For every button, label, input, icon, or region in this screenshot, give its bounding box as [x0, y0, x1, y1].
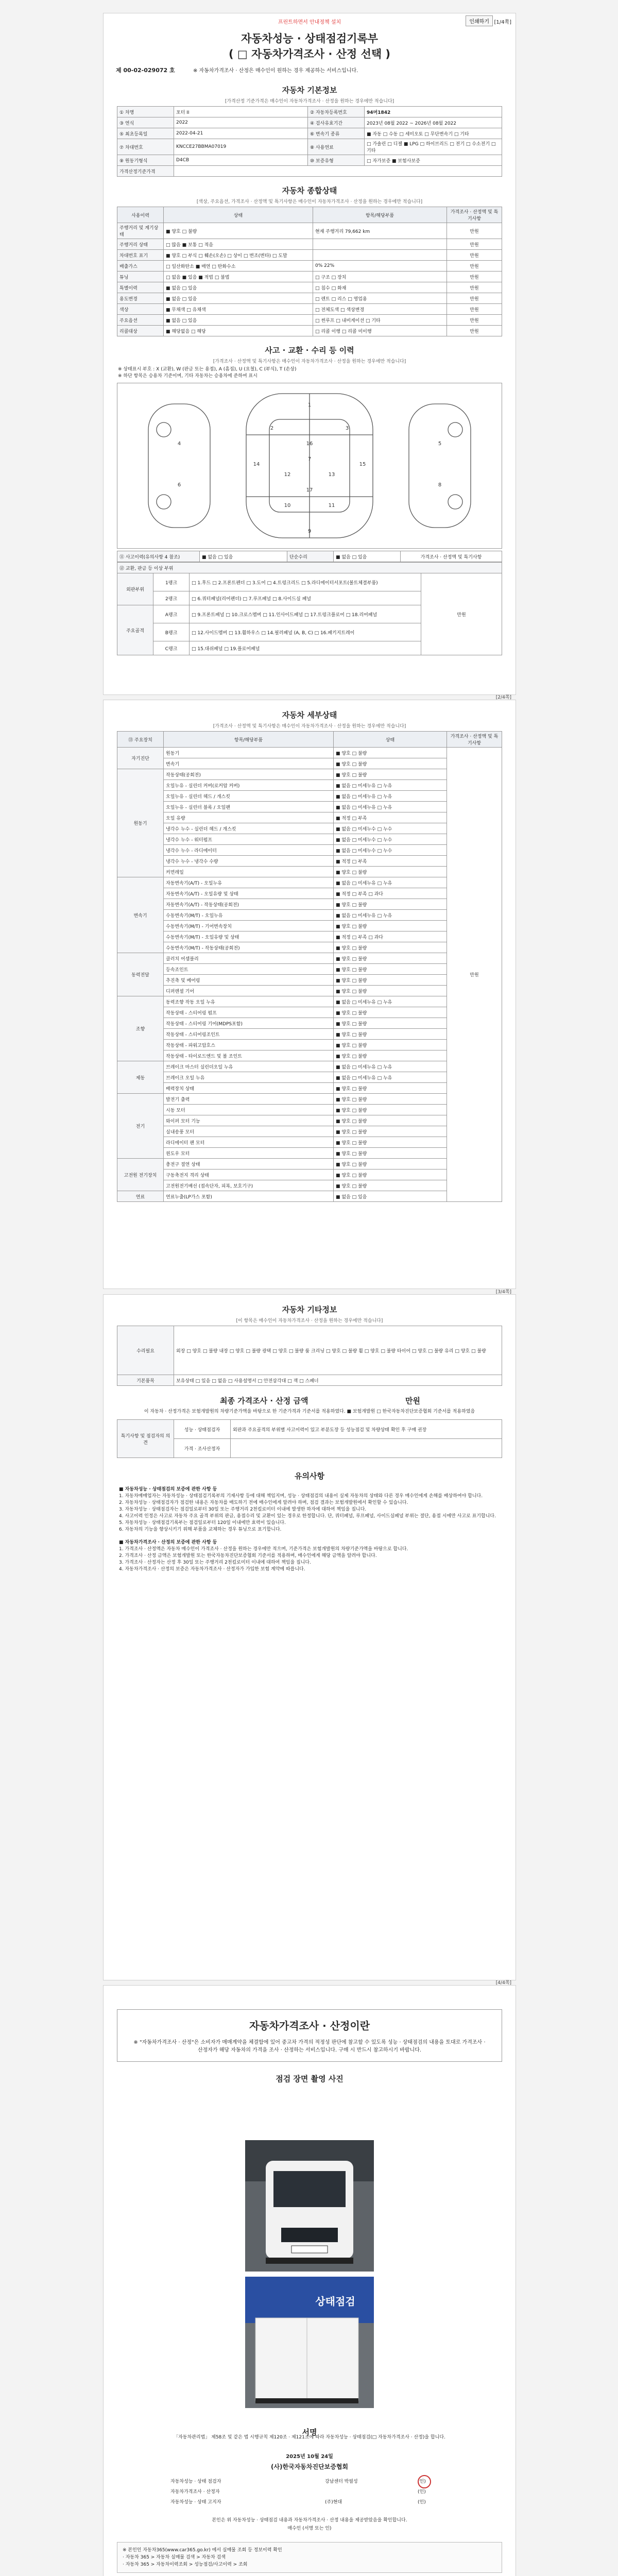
- detail-item: 자동변속기(A/T) - 작동상태(공회전): [164, 899, 334, 910]
- signature-org: (사)한국자동차진단보증협회: [270, 2463, 349, 2470]
- truck-front-image: [245, 2140, 374, 2272]
- table-row: 주요골격 A랭크 □ 9.프론트패널 □ 10.크로스멤버 □ 11.인사이드패널 □ 17.트렁크플로어 □ 18.리어패널: [117, 605, 502, 623]
- detail-status: ■ 양호 □ 불량: [334, 942, 447, 953]
- table-row: B랭크 □ 12.사이드멤버 □ 13.휠하우스 □ 14.필러패널 (A, B, C) □ 16.패키지트레이: [117, 623, 502, 641]
- detail-item: 원동기: [164, 748, 334, 758]
- table-row: [117, 1094, 502, 1105]
- part-label: 8: [438, 482, 442, 488]
- car-diagram: [117, 383, 502, 549]
- detail-item: 브레이크 오일 누유: [164, 1072, 334, 1083]
- table-row: 주요옵션 ■ 없음 □ 있음 □ 썬루프 □ 내비게이션 □ 기타 만원: [117, 315, 502, 326]
- detail-item: 냉각수 누수 - 실린더 헤드 / 개스킷: [164, 823, 334, 834]
- service-text: ※ "자동차가격조사 · 산정"은 소비자가 매매계약을 체결함에 있어 중고차 가격의 적정성 판단에 참고할 수 있도록 성능 · 상태점검의 내용을 토대로 가격조사 · 산정자가 해당 자동차의 가격을 조사 · 산정하는 서비스입니다. 구매 시 반드시 참고하시기 바랍니다.: [133, 2040, 486, 2053]
- print-button[interactable]: 인쇄하기: [466, 15, 493, 26]
- table-row: ⑪ 사고이력(유의사항 4 참조) ■ 없음 □ 있음 단순수리 ■ 없음 □ 있음 가격조사 · 산정액 및 특기사항: [117, 551, 502, 562]
- detail-item: 작동상태(공회전): [164, 769, 334, 780]
- table-row: [117, 888, 502, 899]
- table-row: [117, 1050, 502, 1061]
- table-row: 특별이력 ■ 없음 □ 있음 □ 침수 □ 화재 만원: [117, 282, 502, 293]
- sign-text: 상태점검: [315, 2295, 355, 2308]
- final-price-unit: 만원: [405, 1396, 420, 1405]
- caution-item: 4. 자동차가격조사 · 산정의 보증은 자동차가격조사 · 산정자가 가입한 보험 계약에 따릅니다.: [119, 1567, 305, 1572]
- receipt-text: 본인은 위 자동차성능 · 상태점검 내용과 자동차가격조사 · 산정 내용을 제공받았음을 확인합니다.: [212, 2518, 407, 2523]
- table-row: 주행거리 상태 □ 많음 ■ 보통 □ 적음 만원: [117, 239, 502, 250]
- table-row: [117, 780, 502, 791]
- detail-item: 발전기 출력: [164, 1094, 334, 1105]
- detail-status: ■ 양호 □ 불량: [334, 1029, 447, 1040]
- table-row: 외판부위 1랭크 □ 1.후드 □ 2.프론트펜더 □ 3.도어 □ 4.트렁크리드 □ 5.라디에이터서포트(볼트체결부품) 만원: [117, 573, 502, 591]
- part-label: 11: [328, 503, 335, 509]
- detail-status: ■ 양호 □ 불량: [334, 975, 447, 986]
- detail-item: 작동상태 - 스티어링조인트: [164, 1029, 334, 1040]
- table-row: [117, 899, 502, 910]
- table-row: [117, 769, 502, 780]
- signer-list: [170, 2478, 449, 2509]
- detail-item: 작동상태 - 파워고압호스: [164, 1040, 334, 1050]
- summary-table: 사용이력 상태 항목/해당부품 가격조사 · 산정액 및 특기사항 주행거리 및 계기상태 ■ 양호 □ 불량 현재 주행거리 79,662 km 만원 주행거리 상태 □ 많음 ■ 보통 □ 적음 만원 차대번호 표기 ■ 양호 □ 부식 □ 훼손(오손) □ 상이 □ 변조(변타) □ 도말 만원 배출가스 □ 일산화탄소 ■ 매연 □ 탄화수소 0% 22% 만원 튜닝 □ 없음 ■ 있음 ■ 적법 □ 불법 □ 구조 □ 장치 만원 특별이력 ■ 없음 □ 있음 □ 침수 □ 화재 만원 용도변경 ■ 없음 □ 있음 □ 렌트 □ 리스 □ 영업용 만원 색상 ■ 무채색 □ 유채색 □ 전체도색 □ 색상변경 만원 주요옵션 ■ 없음 □ 있음 □ 썬루프 □ 내비게이션 □ 기타 만원 리콜대상 ■ 해당없음 □ 해당 □ 리콜 이행 □ 리콜 미이행 만원: [117, 207, 502, 336]
- part-label: 9: [307, 529, 312, 534]
- detail-status: ■ 양호 □ 불량: [334, 758, 447, 769]
- detail-status: ■ 적정 □ 부족: [334, 856, 447, 867]
- detail-item: 와이퍼 모터 기능: [164, 1115, 334, 1126]
- table-row: [117, 1137, 502, 1148]
- detail-item: 작동상태 - 스티어링 기어(MDPS포함): [164, 1018, 334, 1029]
- table-row: [117, 986, 502, 996]
- detail-item: 수동변속기(M/T) - 오일누유: [164, 910, 334, 921]
- detail-item: 라디에이터 팬 모터: [164, 1137, 334, 1148]
- table-row: 주행거리 및 계기상태 ■ 양호 □ 불량 현재 주행거리 79,662 km 만원: [117, 223, 502, 239]
- detail-item: 클러치 어셈블리: [164, 953, 334, 964]
- table-row: [117, 931, 502, 942]
- part-label: 2: [270, 426, 274, 431]
- car-right-side-outline: [409, 404, 471, 528]
- table-row: [117, 867, 502, 877]
- detail-group: 변속기: [117, 877, 164, 953]
- detail-item: 배력장치 상태: [164, 1083, 334, 1094]
- detail-subtitle: [가격조사 · 산정액 및 특기사항은 매수인이 자동차가격조사 · 산정을 원하는 경우에만 적습니다]: [213, 724, 406, 729]
- table-row: 기본품목 보유상태 □ 있음 □ 없음 □ 사용설명서 □ 안전삼각대 □ 잭 □ 스패너: [117, 1375, 502, 1386]
- summary-subtitle: [색상, 주요옵션, 가격조사 · 산정액 및 특기사항은 매수인이 자동차가격조사 · 산정을 원하는 경우에만 적습니다]: [196, 199, 423, 205]
- table-row: ⑤ 최초등록일 2022-04-21 ⑥ 변속기 종류 ■ 자동 □ 수동 □ 세미오토 □ 무단변속기 □ 기타: [117, 128, 502, 139]
- page-2: [103, 695, 516, 1289]
- other-info-subtitle: [이 항목은 매수인이 자동차가격조사 · 산정을 원하는 경우에만 적습니다]: [236, 1318, 383, 1324]
- accident-parts-table: ⑫ 교환, 판금 등 이상 부위 외판부위 1랭크 □ 1.후드 □ 2.프론트펜더 □ 3.도어 □ 4.트렁크리드 □ 5.라디에이터서포트(볼트체결부품) 만원 2랭크 □ 6.쿼터패널(리어펜더) □ 7.루프패널 □ 8.사이드실 패널 주요골격 A랭크 □ 9.프론트패널 □ 10.크로스멤버 □ 11.인사이드패널 □ 17.트렁크플로어 □ 18.리어패널 B랭크 □ 12.사이드멤버 □ 13.휠하우스 □ 14.필러패널 (A, B, C) □ 16.패키지트레이 C랭크 □ 15.대쉬패널 □ 19.플로어패널: [117, 562, 502, 655]
- document-number-row: 제 00-02-029072 호 ※ 자동차가격조사 · 산정은 매수인이 원하는 경우 제공하는 서비스입니다.: [116, 67, 358, 74]
- detail-status: ■ 적정 □ 부족 □ 과다: [334, 888, 447, 899]
- detail-status: ■ 양호 □ 불량: [334, 1180, 447, 1191]
- part-label: 7: [307, 456, 312, 462]
- top-bar: [104, 13, 516, 27]
- document-number: 00-02-029072: [123, 67, 168, 74]
- detail-status: ■ 양호 □ 불량: [334, 1007, 447, 1018]
- detail-status: ■ 양호 □ 불량: [334, 921, 447, 931]
- caution-item: 1. 가격조사 · 산정액은 자동차 매수인이 가격조사 · 산정을 원하는 경우에만 적으며, 기준가격은 보험개발원의 차량기준가액을 바탕으로 합니다.: [119, 1547, 408, 1552]
- detail-item: 고전원전기배선 (접속단자, 피복, 보호기구): [164, 1180, 334, 1191]
- document-note: ※ 자동차가격조사 · 산정은 매수인이 원하는 경우 제공하는 서비스입니다.: [193, 68, 358, 74]
- detail-item: 연료누출(LP가스 포함): [164, 1191, 334, 1202]
- detail-item: 수동변속기(M/T) - 기어변속장치: [164, 921, 334, 931]
- detail-status: ■ 양호 □ 불량: [334, 1105, 447, 1115]
- basic-info-title: 자동차 기본정보: [282, 86, 337, 95]
- install-notice[interactable]: 프린트하면서 안내정책 설치: [278, 20, 341, 25]
- table-row: [117, 942, 502, 953]
- page-indicator: [4/4쪽]: [495, 1980, 511, 1986]
- detail-item: 수동변속기(M/T) - 작동상태(공회전): [164, 942, 334, 953]
- page-indicator: [1/4쪽]: [494, 20, 511, 25]
- other-info-title: 자동차 기타정보: [282, 1305, 337, 1314]
- detail-item: 자동변속기(A/T) - 오일유량 및 상태: [164, 888, 334, 899]
- detail-status: ■ 양호 □ 불량: [334, 1159, 447, 1170]
- footer-notice: ※ 본인인 자동차365(www.car365.go.kr) 에서 실매물 조회 등 정보이력 확인 · 자동차 365 > 자동차 실매물 검색 > 자동차 검색 · 자동차 365 > 자동차이력조회 > 성능점검/사고이력 > 조회: [117, 2542, 502, 2573]
- table-row: ⑨ 원동기형식 D4CB ⑩ 보증유형 □ 자가보증 ■ 보험사보증: [117, 155, 502, 166]
- detail-status: ■ 양호 □ 불량: [334, 986, 447, 996]
- detail-status: ■ 없음 □ 미세누유 □ 누유: [334, 996, 447, 1007]
- table-row: 리콜대상 ■ 해당없음 □ 해당 □ 리콜 이행 □ 리콜 미이행 만원: [117, 326, 502, 336]
- page-indicator: [3/4쪽]: [495, 1290, 511, 1295]
- caution-item: 3. 자동차성능 · 상태점검자는 점검일로부터 30일 또는 주행거리 2천킬로미터 이내에 발생한 하자에 대하여 책임을 집니다.: [119, 1507, 367, 1512]
- detail-status: ■ 양호 □ 불량: [334, 1115, 447, 1126]
- summary-title: 자동차 종합상태: [282, 186, 337, 195]
- detail-table: ⑬ 주요장치 항목/해당부품 상태 가격조사 · 산정액 및 특기사항 자기진단 원동기 ■ 양호 □ 불량 만원 변속기 ■ 양호 □ 불량 원동기 작동상태(공회전) ■ 양호 □ 불량 오일누유 - 실린더 커버(로커암 커버) ■ 없음 □ 미세누유 □ 누유 오일누유 - 실린더 헤드 / 개스킷 ■ 없음 □ 미세누유 □ 누유 오일누유 - 실린더 블록 / 오일팬 ■ 없음 □ 미세누유 □ 누유 오일 유량 ■ 적정 □ 부족 냉각수 누수 - 실린더 헤드 / 개스킷 ■ 없음 □ 미세누수 □ 누수 냉각수 누수 - 워터펌프 ■ 없음 □ 미세누수 □ 누수 냉각수 누수 - 라디에이터 ■ 없음 □ 미세누수 □ 누수 냉각수 누수 - 냉각수 수량 ■ 적정 □ 부족 커먼레일 ■ 양호 □ 불량 변속기 자동변속기(A/T) - 오일누유 ■ 없음 □ 미세누유 □ 누유 자동변속기(A/T) - 오일유량 및 상태 ■ 적정 □ 부족 □ 과다 자동변속기(A/T) - 작동상태(공회전) ■ 양호 □ 불량 수동변속기(M/T) - 오일누유 ■ 없음 □ 미세누유 □ 누유 수동변속기(M/T) - 기어변속장치 ■ 양호 □ 불량 수동변속기(M/T) - 오일유량 및 상태 ■ 적정 □ 부족 □ 과다 수동변속기(M/T) - 작동상태(공회전) ■ 양호 □ 불량 동력전달 클러치 어셈블리 ■ 양호 □ 불량 등속조인트 ■ 양호 □ 불량 추진축 및 베어링 ■ 양호 □ 불량 디퍼렌셜 기어 ■ 양호 □ 불량 조향 동력조향 작동 오일 누유 ■ 없음 □ 미세누유 □ 누유 작동상태 - 스티어링 펌프 ■ 양호 □ 불량 작동상태 - 스티어링 기어(MDPS포함) ■ 양호 □ 불량 작동상태 - 스티어링조인트 ■ 양호 □ 불량 작동상태 - 파워고압호스 ■ 양호 □ 불량 작동상태 - 타이로드엔드 및 볼 조인트 ■ 양호 □ 불량 제동 브레이크 마스터 실린더오일 누유 ■ 없음 □ 미세누유 □ 누유 브레이크 오일 누유 ■ 없음 □ 미세누유 □ 누유 배력장치 상태 ■ 양호 □ 불량 전기 발전기 출력 ■ 양호 □ 불량 시동 모터 ■ 양호 □ 불량 와이퍼 모터 기능 ■ 양호 □ 불량 실내송풍 모터 ■ 양호 □ 불량 라디에이터 팬 모터 ■ 양호 □ 불량 윈도우 모터 ■ 양호 □ 불량 고전원 전기장치 충전구 절연 상태 ■ 양호 □ 불량 구동축전지 격리 상태 ■ 양호 □ 불량 고전원전기배선 (접속단자, 피복, 보호기구) ■ 양호 □ 불량 연료 연료누출(LP가스 포함) ■ 없음 □ 있음: [117, 731, 502, 1202]
- part-label: 10: [284, 503, 291, 509]
- signature-title: 서명: [302, 2428, 317, 2437]
- table-row: [117, 975, 502, 986]
- table-row: [117, 1029, 502, 1040]
- table-row: 용도변경 ■ 없음 □ 있음 □ 렌트 □ 리스 □ 영업용 만원: [117, 293, 502, 304]
- detail-status: ■ 없음 □ 미세누유 □ 누유: [334, 780, 447, 791]
- accident-title: 사고 · 교환 · 수리 등 이력: [265, 346, 354, 355]
- legend-note: ※ 하단 항목은 승용차 기준이며, 기타 자동차는 승용차에 준하여 표시: [118, 374, 258, 379]
- table-row: [117, 1115, 502, 1126]
- detail-item: 시동 모터: [164, 1105, 334, 1115]
- part-label: 4: [177, 441, 181, 447]
- caution-item: 5. 자동차성능 · 상태점검기록부는 점검일로부터 120일 이내에만 효력이 있습니다.: [119, 1520, 286, 1526]
- table-row: 색상 ■ 무채색 □ 유채색 □ 전체도색 □ 색상변경 만원: [117, 304, 502, 315]
- car-left-side-outline: [148, 404, 210, 528]
- signer-row: 자동차성능 · 상태 점검자 강남센터 박필성 (인): [170, 2478, 449, 2488]
- caution-item: 2. 가격조사 · 산정 금액은 보험개발원 또는 한국자동차진단보증협회 기준서를 적용하며, 매수인에게 해당 금액을 알려야 합니다.: [119, 1553, 377, 1558]
- table-row: [117, 1105, 502, 1115]
- detail-status: ■ 적정 □ 부족: [334, 812, 447, 823]
- signature-legal: 「자동차관리법」 제58조 및 같은 법 시행규칙 제120조 · 제121조에 따라 자동차성능 · 상태점검(□ 자동차가격조사 · 산정)을 합니다.: [174, 2435, 445, 2440]
- table-row: [117, 834, 502, 845]
- detail-group: 조향: [117, 996, 164, 1061]
- caution-section-1: ■ 자동차성능 · 상태점검의 보증에 관한 사항 등: [119, 1487, 217, 1492]
- table-row: [117, 823, 502, 834]
- detail-status: ■ 양호 □ 불량: [334, 1040, 447, 1050]
- detail-item: 커먼레일: [164, 867, 334, 877]
- page-1: [103, 13, 516, 695]
- table-row: [117, 1007, 502, 1018]
- table-row: [117, 856, 502, 867]
- detail-item: 충전구 절연 상태: [164, 1159, 334, 1170]
- service-box: [117, 2009, 502, 2062]
- table-row: [117, 1159, 502, 1170]
- detail-item: 디퍼렌셜 기어: [164, 986, 334, 996]
- part-label: 12: [284, 472, 291, 478]
- final-price-row: [117, 1391, 502, 1409]
- table-row: [117, 1148, 502, 1159]
- table-row: [117, 791, 502, 802]
- detail-item: 냉각수 누수 - 라디에이터: [164, 845, 334, 856]
- part-label: 5: [438, 441, 442, 447]
- table-row: [117, 953, 502, 964]
- part-label: 15: [359, 462, 366, 467]
- detail-item: 자동변속기(A/T) - 오일누유: [164, 877, 334, 888]
- detail-status: ■ 양호 □ 불량: [334, 1126, 447, 1137]
- detail-group: 제동: [117, 1061, 164, 1094]
- price-remark: 이 자동차 · 산정가격은 보험개발원의 차량기준가액을 바탕으로 한 기준가격과 기준서를 적용하였다. ■ 보험개발원 □ 한국자동차진단보증협회 기준서를 적용하였음: [144, 1409, 475, 1414]
- table-row: [117, 758, 502, 769]
- table-row: [117, 1170, 502, 1180]
- detail-status: ■ 없음 □ 있음: [334, 1191, 447, 1202]
- detail-status: ■ 양호 □ 불량: [334, 899, 447, 910]
- detail-title: 자동차 세부상태: [282, 710, 337, 720]
- detail-item: 냉각수 누수 - 냉각수 수량: [164, 856, 334, 867]
- detail-status: ■ 없음 □ 미세누유 □ 누유: [334, 1072, 447, 1083]
- table-row: 수리필요 외장 □ 양호 □ 불량 내장 □ 양호 □ 불량 광택 □ 양호 □ 불량 룸 크리닝 □ 양호 □ 불량 휠 □ 양호 □ 불량 타이어 □ 양호 □ 불량 유리 □ 양호 □ 불량: [117, 1326, 502, 1375]
- table-row: [117, 1072, 502, 1083]
- detail-item: 오일누유 - 실린더 블록 / 오일팬: [164, 802, 334, 812]
- caution-item: 3. 가격조사 · 산정자는 산정 후 30일 또는 주행거리 2천킬로미터 이내에 대하여 책임을 집니다.: [119, 1560, 311, 1565]
- part-label: 17: [306, 487, 313, 493]
- caution-section-2: ■ 자동차가격조사 · 산정의 보증에 관한 사항 등: [119, 1540, 217, 1545]
- caution-item: 2. 자동차성능 · 상태점검자가 점검한 내용은 자동차를 매도하기 전에 매수인에게 알려야 하며, 점검 결과는 보험개발원에서 확인할 수 있습니다.: [119, 1500, 408, 1505]
- table-row: C랭크 □ 15.대쉬패널 □ 19.플로어패널: [117, 641, 502, 655]
- table-row: [117, 1083, 502, 1094]
- table-row: [117, 877, 502, 888]
- signer-place: 강남센터 박필성: [325, 2479, 358, 2484]
- table-row: [117, 1126, 502, 1137]
- detail-item: 오일누유 - 실린더 커버(로커암 커버): [164, 780, 334, 791]
- table-row: 배출가스 □ 일산화탄소 ■ 매연 □ 탄화수소 0% 22% 만원: [117, 261, 502, 272]
- table-row: [117, 1040, 502, 1050]
- table-row: 2랭크 □ 6.쿼터패널(리어펜더) □ 7.루프패널 □ 8.사이드실 패널: [117, 591, 502, 605]
- table-row: [117, 845, 502, 856]
- detail-status: ■ 없음 □ 미세누유 □ 누유: [334, 910, 447, 921]
- page-4: [103, 1980, 516, 2576]
- basic-info-subtitle: [가격산정 기준가격은 매수인이 자동차가격조사 · 산정을 원하는 경우에만 적습니다]: [225, 99, 394, 104]
- part-label: 16: [306, 441, 313, 447]
- receipt-sign: 매수인 (서명 또는 인): [287, 2526, 332, 2531]
- detail-status: ■ 양호 □ 불량: [334, 1050, 447, 1061]
- table-row: [117, 748, 502, 758]
- detail-status: ■ 적정 □ 부족 □ 과다: [334, 931, 447, 942]
- detail-status: ■ 양호 □ 불량: [334, 1083, 447, 1094]
- detail-status: ■ 양호 □ 불량: [334, 953, 447, 964]
- table-row: [117, 812, 502, 823]
- table-row: ① 차명 포터 II ② 자동차등록번호 94머1842: [117, 107, 502, 117]
- detail-group: 동력전달: [117, 953, 164, 996]
- detail-item: 오일누유 - 실린더 헤드 / 개스킷: [164, 791, 334, 802]
- detail-item: 등속조인트: [164, 964, 334, 975]
- signer-row: 자동차성능 · 상태 고지자 (주)현대 (인): [170, 2500, 426, 2505]
- table-row: [117, 802, 502, 812]
- table-row: [117, 1061, 502, 1072]
- legend-symbols: ※ 상태표시 부호 : X (교환), W (판금 또는 용접), A (흠집), U (요철), C (부식), T (손상): [118, 367, 297, 372]
- caution-title: 유의사항: [295, 1471, 324, 1481]
- inspection-photo-rear: [245, 2277, 374, 2408]
- detail-group: 전기: [117, 1094, 164, 1159]
- detail-status: ■ 없음 □ 미세누유 □ 누유: [334, 802, 447, 812]
- detail-group: 고전원 전기장치: [117, 1159, 164, 1191]
- detail-item: 윈도우 모터: [164, 1148, 334, 1159]
- table-row: [117, 910, 502, 921]
- basic-info-table: [117, 106, 502, 177]
- detail-item: 브레이크 마스터 실린더오일 누유: [164, 1061, 334, 1072]
- detail-status: ■ 양호 □ 불량: [334, 867, 447, 877]
- detail-group: 자기진단: [117, 748, 164, 769]
- detail-item: 동력조향 작동 오일 누유: [164, 996, 334, 1007]
- detail-item: 오일 유량: [164, 812, 334, 823]
- table-row: [117, 1191, 502, 1202]
- detail-item: 변속기: [164, 758, 334, 769]
- accident-subtitle: [가격조사 · 산정액 및 특기사항은 매수인이 자동차가격조사 · 산정을 원하는 경우에만 적습니다]: [213, 359, 406, 364]
- part-label: 3: [345, 426, 349, 431]
- table-row: 튜닝 □ 없음 ■ 있음 ■ 적법 □ 불법 □ 구조 □ 장치 만원: [117, 272, 502, 282]
- detail-status: ■ 양호 □ 불량: [334, 748, 447, 758]
- detail-group: 원동기: [117, 769, 164, 877]
- signer-row: 자동차가격조사 · 산정자 (인): [170, 2489, 426, 2495]
- document-title: 자동차성능 · 상태점검기록부 ( □ 자동차가격조사 · 산정 선택 ): [228, 32, 391, 60]
- photos-title: 점검 장면 촬영 사진: [276, 2074, 344, 2083]
- detail-status: ■ 없음 □ 미세누유 □ 누유: [334, 877, 447, 888]
- table-row: [117, 996, 502, 1007]
- table-row: 차대번호 표기 ■ 양호 □ 부식 □ 훼손(오손) □ 상이 □ 변조(변타) □ 도말 만원: [117, 250, 502, 261]
- part-label: 1: [307, 402, 312, 408]
- detail-item: 작동상태 - 스티어링 펌프: [164, 1007, 334, 1018]
- part-label: 13: [328, 472, 335, 478]
- table-row: ⑦ 차대번호 KNCCE27BBMA07019 ⑧ 사용연료 □ 가솔린 □ 디젤 ■ LPG □ 하이브리드 □ 전기 □ 수소전기 □ 기타: [117, 139, 502, 155]
- table-row: ③ 연식 2022 ④ 검사유효기간 2023년 08월 2022 ~ 2026년 08월 2022: [117, 117, 502, 128]
- truck-rear-image: [245, 2277, 374, 2408]
- detail-status: ■ 없음 □ 미세누유 □ 누유: [334, 791, 447, 802]
- detail-item: 실내송풍 모터: [164, 1126, 334, 1137]
- table-row: 가격 · 조사산정자: [117, 1439, 502, 1458]
- final-price-label: 최종 가격조사 · 산정 금액: [220, 1396, 308, 1405]
- table-row: [117, 1018, 502, 1029]
- table-row: 특기사항 및 점검자의 의견 성능 · 상태점검자 외판과 주요골격의 부위별 사고이력이 있고 부분도장 등 성능점검 및 차량상태 확인 후 구매 권장: [117, 1420, 502, 1439]
- page-indicator: [2/4쪽]: [495, 695, 511, 700]
- table-row: [117, 1180, 502, 1191]
- detail-item: 구동축전지 격리 상태: [164, 1170, 334, 1180]
- table-row: [117, 921, 502, 931]
- part-label: 14: [253, 462, 260, 467]
- caution-item: 1. 자동차매매업자는 자동차성능 · 상태점검기록부의 기재사항 등에 대해 책임지며, 성능 · 상태점검의 내용이 실제 자동차의 상태와 다른 경우 매수인에게 손해를 배상하여야 합니다.: [119, 1494, 483, 1499]
- car-diagram-svg: [117, 383, 502, 547]
- signature-date: 2025년 10월 24일: [286, 2454, 333, 2460]
- other-info-table: [117, 1326, 502, 1386]
- page-3: [103, 1290, 516, 1980]
- part-label: 6: [177, 482, 181, 488]
- detail-status: ■ 없음 □ 미세누수 □ 누수: [334, 845, 447, 856]
- inspection-photo-front: [245, 2140, 374, 2272]
- detail-item: 냉각수 누수 - 워터펌프: [164, 834, 334, 845]
- table-row: 가격산정기준가격: [117, 166, 502, 177]
- service-title: 자동차가격조사 · 산정이란: [249, 2020, 370, 2032]
- detail-item: 작동상태 - 타이로드엔드 및 볼 조인트: [164, 1050, 334, 1061]
- seal-stamp: [418, 2475, 431, 2488]
- detail-status: ■ 없음 □ 미세누수 □ 누수: [334, 823, 447, 834]
- detail-item: 추진축 및 베어링: [164, 975, 334, 986]
- detail-group: 연료: [117, 1191, 164, 1202]
- table-row: [117, 964, 502, 975]
- special-notes-table: [117, 1419, 502, 1458]
- accident-history-table: [117, 551, 502, 562]
- detail-status: ■ 양호 □ 불량: [334, 769, 447, 780]
- caution-item: 6. 자동차의 기능을 향상시키기 위해 부품을 교체하는 경우 튜닝으로 표기합니다.: [119, 1527, 282, 1532]
- detail-status: ■ 없음 □ 미세누수 □ 누수: [334, 834, 447, 845]
- detail-status: ■ 양호 □ 불량: [334, 1148, 447, 1159]
- detail-status: ■ 양호 □ 불량: [334, 1170, 447, 1180]
- detail-status: ■ 없음 □ 미세누유 □ 누유: [334, 1061, 447, 1072]
- caution-item: 4. 사고이력 인정은 사고로 자동차 주요 골격 부위의 판금, 용접수리 및 교환이 있는 경우로 한정합니다. 단, 쿼터패널, 루프패널, 사이드실패널 부위는 절단, 용접 시에만 사고로 표기합니다.: [119, 1514, 496, 1519]
- detail-status: ■ 양호 □ 불량: [334, 1018, 447, 1029]
- detail-price: 만원: [447, 748, 502, 1202]
- detail-status: ■ 양호 □ 불량: [334, 1094, 447, 1105]
- detail-status: ■ 양호 □ 불량: [334, 964, 447, 975]
- detail-status: ■ 양호 □ 불량: [334, 1137, 447, 1148]
- detail-item: 수동변속기(M/T) - 오일유량 및 상태: [164, 931, 334, 942]
